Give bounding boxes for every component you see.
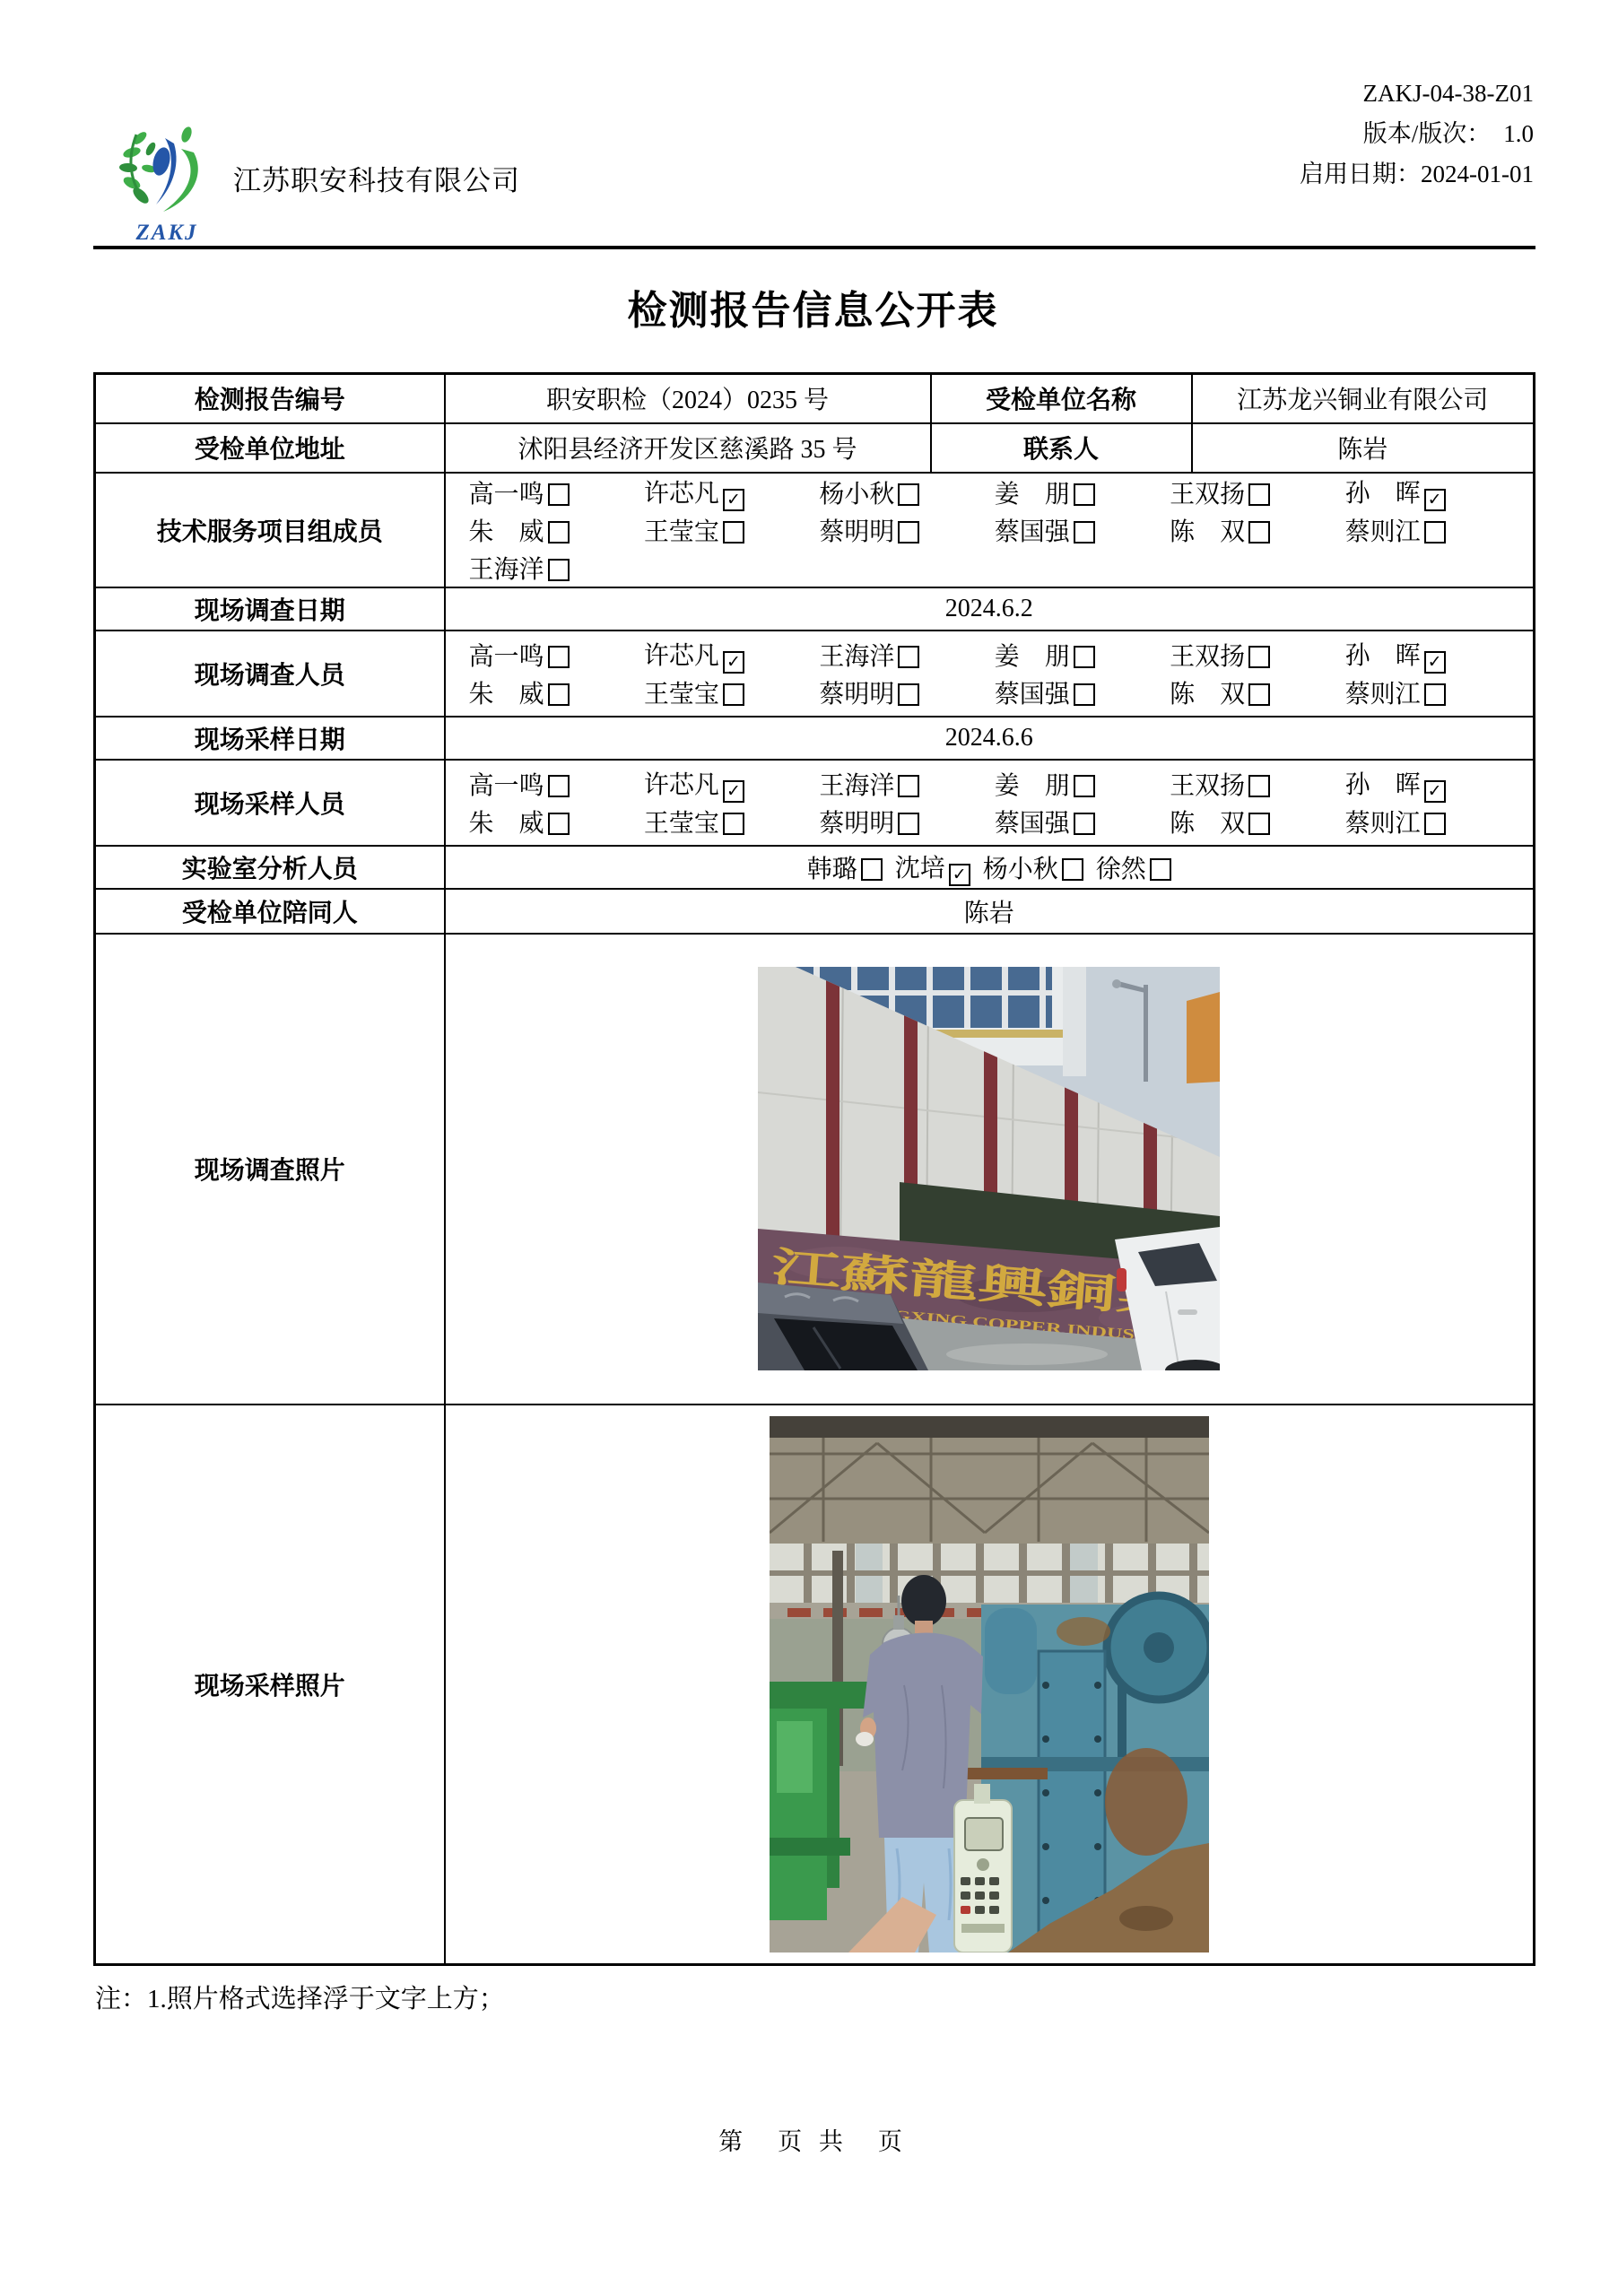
staff-name: 王双扬 (1170, 771, 1246, 800)
sampling-date-label: 现场采样日期 (95, 717, 445, 760)
checkbox-icon (898, 683, 919, 706)
contact-value: 陈岩 (1192, 423, 1535, 473)
staff-name: 姜 朋 (994, 480, 1070, 509)
staff-member (995, 766, 1170, 802)
logo-graphic (109, 122, 224, 222)
staff-name: 徐然 (1095, 855, 1146, 883)
staff-member (644, 765, 819, 803)
staff-name: 孙 晖 (1344, 770, 1421, 799)
team-label: 技术服务项目组成员 (95, 473, 445, 587)
staff-name: 蔡明明 (819, 680, 895, 709)
checkbox-icon (1424, 683, 1446, 706)
checkbox-icon (723, 651, 744, 674)
escort-value: 陈岩 (445, 889, 1535, 934)
company-name: 江苏职安科技有限公司 (233, 165, 520, 196)
checkbox-icon (723, 813, 744, 835)
staff-name: 王莹宝 (643, 680, 719, 709)
staff-name: 许芯凡 (643, 770, 719, 799)
checkbox-icon (548, 775, 570, 797)
staff-member (1345, 765, 1520, 803)
staff-member (1345, 804, 1520, 839)
staff-member (469, 674, 644, 710)
staff-name: 蔡国强 (994, 809, 1070, 838)
staff-member (1345, 512, 1520, 548)
staff-member (995, 804, 1170, 839)
staff-name: 高一鸣 (468, 771, 544, 800)
sign-chinese-text: 江蘇龍興銅業 (770, 1244, 1021, 1310)
sampling-photo (770, 1416, 1209, 1952)
survey-photo-label: 现场调查照片 (95, 934, 445, 1405)
staff-name: 朱 威 (468, 517, 544, 546)
doc-info-block (1300, 74, 1534, 195)
row-project-team (95, 473, 1535, 587)
doc-enable-date (1300, 154, 1534, 195)
staff-name: 高一鸣 (468, 480, 544, 509)
staff-name: 杨小秋 (819, 480, 895, 509)
staff-name: 蔡则江 (1344, 809, 1421, 838)
survey-line-1 (446, 636, 1534, 674)
checkbox-icon (1062, 858, 1083, 881)
logo-green-drop (179, 126, 194, 144)
staff-name: 高一鸣 (468, 642, 544, 671)
checkbox-icon (723, 489, 744, 511)
team-line-3 (446, 549, 1534, 587)
version-label: 版本/版次： (1362, 120, 1492, 147)
checkbox-icon (548, 813, 570, 835)
staff-member (469, 637, 644, 673)
staff-name: 孙 晖 (1344, 479, 1421, 508)
checkbox-icon (1248, 683, 1270, 706)
staff-member (469, 474, 644, 510)
staff-name: 韩璐 (806, 855, 857, 883)
staff-member (819, 512, 994, 548)
checkbox-icon (548, 559, 570, 581)
survey-date-label: 现场调查日期 (95, 587, 445, 631)
checkbox-icon (898, 521, 919, 544)
staff-member (995, 474, 1170, 510)
info-table (93, 372, 1535, 1966)
survey-date-value: 2024.6.2 (445, 587, 1535, 631)
meter-lcd (965, 1818, 1003, 1850)
staff-name: 蔡国强 (994, 517, 1070, 546)
version-value: 1.0 (1503, 120, 1534, 147)
staff-member (807, 849, 883, 885)
footnote: 注：1.照片格式选择浮于文字上方； (95, 1985, 505, 2013)
checkbox-icon (548, 483, 570, 506)
staff-member (1170, 512, 1344, 548)
org-name-value: 江苏龙兴铜业有限公司 (1192, 374, 1535, 423)
staff-member (1170, 474, 1344, 510)
checkbox-icon (898, 775, 919, 797)
checkbox-icon (1248, 813, 1270, 835)
staff-member (1170, 674, 1344, 710)
orange-building (1187, 992, 1220, 1083)
logo-acronym: ZAKJ (135, 221, 198, 245)
checkbox-icon (1248, 483, 1270, 506)
staff-name: 王双扬 (1170, 480, 1246, 509)
staff-member (1096, 849, 1171, 885)
survey-staff-cell (445, 631, 1535, 717)
checkbox-icon (1424, 813, 1446, 835)
sampling-line-1 (446, 765, 1534, 803)
staff-name: 蔡则江 (1344, 517, 1421, 546)
checkbox-icon (723, 780, 744, 803)
staff-name: 许芯凡 (643, 479, 719, 508)
staff-name: 王海洋 (819, 642, 895, 671)
page-title: 检测报告信息公开表 (627, 289, 999, 333)
staff-member (819, 804, 994, 839)
staff-name: 姜 朋 (994, 642, 1070, 671)
staff-member (995, 674, 1170, 710)
staff-name: 朱 威 (468, 680, 544, 709)
staff-member (995, 512, 1170, 548)
staff-name: 朱 威 (468, 809, 544, 838)
row-report-no (95, 374, 1535, 423)
staff-name: 王莹宝 (643, 809, 719, 838)
staff-name: 陈 双 (1170, 680, 1246, 709)
checkbox-icon (548, 521, 570, 544)
sampling-date-value: 2024.6.6 (445, 717, 1535, 760)
sampling-staff-label: 现场采样人员 (95, 760, 445, 846)
report-no-value: 职安职检（2024）0235 号 (445, 374, 931, 423)
checkbox-icon (1074, 813, 1095, 835)
staff-name: 王莹宝 (643, 517, 719, 546)
staff-member (469, 804, 644, 839)
lab-staff-cell (445, 846, 1535, 889)
staff-name: 杨小秋 (982, 855, 1058, 883)
survey-photo-cell (445, 934, 1535, 1405)
header-divider (93, 246, 1535, 249)
address-label: 受检单位地址 (95, 423, 445, 473)
staff-name: 孙 晖 (1344, 641, 1421, 670)
row-sampling-photo (95, 1405, 1535, 1965)
staff-name: 王海洋 (819, 771, 895, 800)
checkbox-icon (1424, 521, 1446, 544)
staff-member (1345, 636, 1520, 674)
checkbox-icon (1074, 775, 1095, 797)
address-value: 沭阳县经济开发区慈溪路 35 号 (445, 423, 931, 473)
checkbox-icon (1424, 651, 1446, 674)
lab-staff-line (446, 848, 1534, 887)
checkbox-icon (898, 646, 919, 668)
checkbox-icon (1074, 521, 1095, 544)
report-no-label: 检测报告编号 (95, 374, 445, 423)
staff-member (995, 637, 1170, 673)
staff-member (644, 512, 819, 548)
checkbox-icon (723, 521, 744, 544)
survey-staff-label: 现场调查人员 (95, 631, 445, 717)
staff-member (469, 766, 644, 802)
checkbox-icon (1248, 521, 1270, 544)
checkbox-icon (1150, 858, 1171, 881)
checkbox-icon (1074, 483, 1095, 506)
checkbox-icon (1074, 646, 1095, 668)
staff-member (1170, 766, 1344, 802)
checkbox-icon (723, 683, 744, 706)
checkbox-icon (1424, 780, 1446, 803)
row-sampling-staff (95, 760, 1535, 846)
staff-name: 陈 双 (1170, 517, 1246, 546)
sampling-staff-cell (445, 760, 1535, 846)
company-logo (104, 122, 230, 244)
staff-member (644, 474, 819, 511)
staff-member (1170, 804, 1344, 839)
sign-english-text: ANGSU LONGXING COPPER INDUSTRIE (764, 1298, 1045, 1335)
sampling-photo-cell (445, 1405, 1535, 1965)
floor-stain (1119, 1906, 1173, 1931)
page-footer: 第 页 共 页 (718, 2128, 908, 2155)
sampling-photo-label: 现场采样照片 (95, 1405, 445, 1965)
survey-line-2 (446, 674, 1534, 711)
staff-name: 蔡国强 (994, 680, 1070, 709)
team-members-cell (445, 473, 1535, 587)
staff-member (819, 637, 994, 673)
enable-date-value: 2024-01-01 (1421, 161, 1534, 187)
staff-member (469, 550, 644, 586)
logo-leaves (119, 130, 158, 206)
staff-member (644, 804, 819, 839)
checkbox-icon (898, 813, 919, 835)
staff-name: 王海洋 (468, 555, 544, 584)
roof-eave (770, 1416, 1209, 1438)
org-name-label: 受检单位名称 (931, 374, 1192, 423)
checkbox-icon (898, 483, 919, 506)
checkbox-icon (1248, 646, 1270, 668)
checkbox-icon (1424, 489, 1446, 511)
row-survey-photo (95, 934, 1535, 1405)
checkbox-icon (548, 683, 570, 706)
checkbox-icon (949, 864, 970, 886)
worker-hair (901, 1575, 946, 1627)
lab-staff-label: 实验室分析人员 (95, 846, 445, 889)
staff-member (983, 849, 1083, 885)
doc-code: ZAKJ-04-38-Z01 (1362, 80, 1534, 107)
staff-name: 姜 朋 (994, 771, 1070, 800)
row-sampling-date (95, 717, 1535, 760)
staff-name: 许芯凡 (643, 641, 719, 670)
staff-member (469, 512, 644, 548)
ground-patch (946, 1344, 1108, 1365)
doc-version (1300, 114, 1534, 154)
noise-meter (954, 1784, 1012, 1952)
staff-member (644, 674, 819, 710)
staff-name: 蔡则江 (1344, 680, 1421, 709)
checkbox-icon (1248, 775, 1270, 797)
staff-member (644, 636, 819, 674)
row-survey-staff (95, 631, 1535, 717)
staff-name: 蔡明明 (819, 517, 895, 546)
staff-name: 蔡明明 (819, 809, 895, 838)
staff-member (895, 848, 970, 886)
staff-member (1345, 674, 1520, 710)
staff-member (819, 766, 994, 802)
row-survey-date (95, 587, 1535, 631)
contact-label: 联系人 (931, 423, 1192, 473)
staff-name: 陈 双 (1170, 809, 1246, 838)
escort-label: 受检单位陪同人 (95, 889, 445, 934)
staff-member (1170, 637, 1344, 673)
checkbox-icon (548, 646, 570, 668)
row-address (95, 423, 1535, 473)
staff-member (819, 474, 994, 510)
enable-date-label: 启用日期： (1300, 161, 1422, 187)
staff-member (1345, 474, 1520, 511)
row-escort (95, 889, 1535, 934)
team-line-2 (446, 511, 1534, 549)
checkbox-icon (861, 858, 883, 881)
checkbox-icon (1074, 683, 1095, 706)
staff-member (819, 674, 994, 710)
sampling-line-2 (446, 803, 1534, 840)
staff-name: 王双扬 (1170, 642, 1246, 671)
survey-photo (758, 967, 1220, 1370)
row-lab-staff (95, 846, 1535, 889)
team-line-1 (446, 474, 1534, 511)
staff-name: 沈培 (894, 854, 945, 883)
